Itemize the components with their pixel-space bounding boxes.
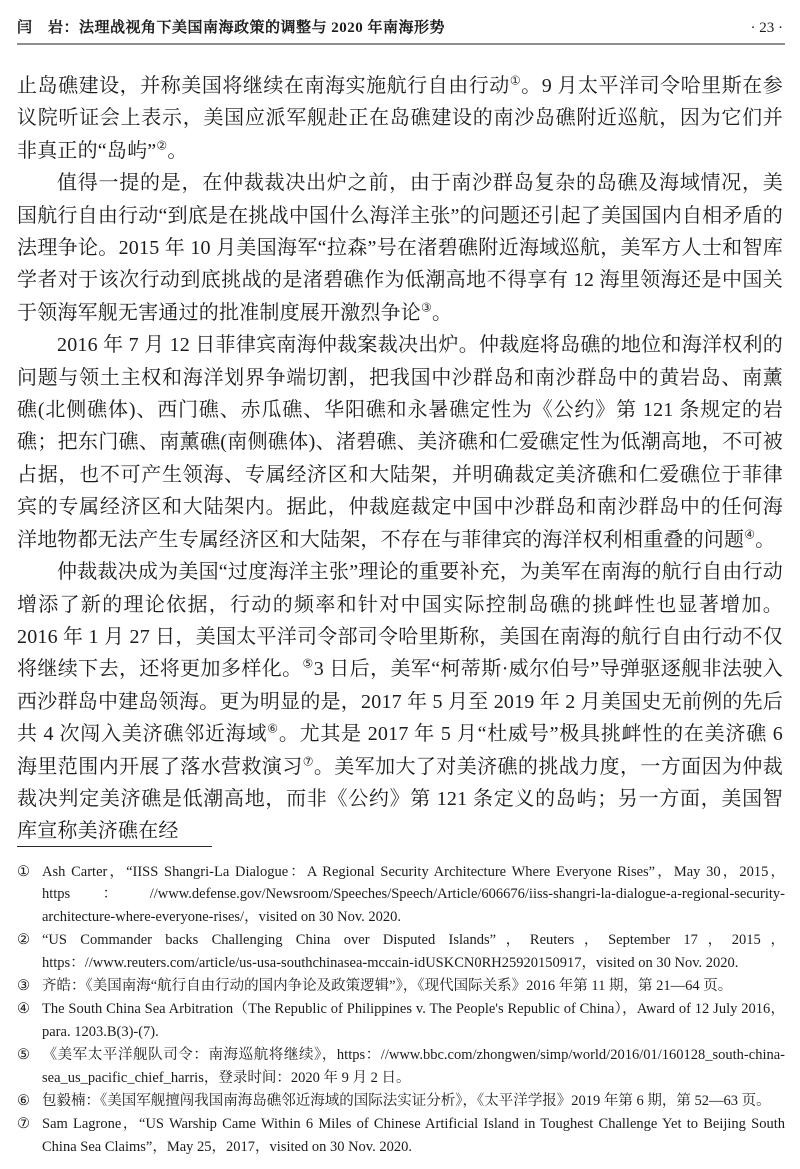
footnote-text: “US Commander backs Challenging China over Disputed Islands”，Reuters，September 17，2015，https：//www.reuters.com/article/us-usa-southchinasea-mccain-idUSKCN0RH25920150917，visited on 30 Nov. 2020. <box>42 932 785 971</box>
footnote-item <box>17 998 785 1043</box>
footnote-marker: ③ <box>17 978 30 995</box>
article-body <box>17 70 783 848</box>
page-number: · 23 · <box>750 20 783 36</box>
footnote-marker: ⑦ <box>17 1116 30 1133</box>
footnote-text: Sam Lagrone，“US Warship Came Within 6 Miles of Chinese Artificial Island in Toughest Challenge Yet to Beijing South China Sea Claims”，May 25，2017，visited on 30 Nov. 2020. <box>42 1116 785 1155</box>
footnote-text: 齐皓：《美国南海“航行自由行动的国内争论及政策逻辑”》，《现代国际关系》2016 年第 11 期，第 21—64 页。 <box>42 978 733 995</box>
footnote-marker: ⑤ <box>17 1047 30 1064</box>
page-header <box>17 16 783 37</box>
footnote-text: The South China Sea Arbitration（The Republic of Philippines v. The People's Republic of China），Award of 12 July 2016，para. 1203.B(3)-(7). <box>42 1001 785 1040</box>
footnote-marker: ① <box>17 864 30 880</box>
footnote-item <box>17 861 785 928</box>
footnote-marker: ⑥ <box>17 1093 30 1110</box>
footnote-item <box>17 929 785 974</box>
footnote-item <box>17 1090 785 1112</box>
header-rule <box>17 43 785 45</box>
paragraph: 值得一提的是，在仲裁裁决出炉之前，由于南沙群岛复杂的岛礁及海域情况，美国航行自由行动“到底是在挑战中国什么海洋主张”的问题还引起了美国国内自相矛盾的法理争论。2015 年 10 月美国海军“拉森”号在渚碧礁附近海域巡航，美军方人士和智库学者对于该次行动到底挑战的是渚碧礁作为低潮高地不得享有 12 海里领海还是中国关于领海军舰无害通过的批准制度展开激烈争论③。 <box>17 172 783 324</box>
footnote-item <box>17 1044 785 1089</box>
footnote-marker: ② <box>17 932 30 949</box>
footnote-item <box>17 975 785 997</box>
paragraph: 仲裁裁决成为美国“过度海洋主张”理论的重要补充，为美军在南海的航行自由行动增添了新的理论依据，行动的频率和针对中国实际控制岛礁的挑衅性也显著增加。2016 年 1 月 27 日，美国太平洋司令部司令哈里斯称，美国在南海的航行自由行动不仅将继续下去，还将更加多样化。⑤3 日后，美军“柯蒂斯·威尔伯号”导弹驱逐舰非法驶入西沙群岛中建岛领海。更为明显的是，2017 年 5 月至 2019 年 2 月美国史无前例的先后共 4 次闯入美济礁邻近海域⑥。尤其是 2017 年 5 月“杜威号”极具挑衅性的在美济礁 6 海里范围内开展了落水营救演习⑦。美军加大了对美济礁的挑战力度，一方面因为仲裁裁决判定美济礁是低潮高地，而非《公约》第 121 条定义的岛屿；另一方面，美国智库宣称美济礁在经 <box>17 561 783 843</box>
paragraph: 2016 年 7 月 12 日菲律宾南海仲裁案裁决出炉。仲裁庭将岛礁的地位和海洋权利的问题与领土主权和海洋划界争端切割，把我国中沙群岛和南沙群岛中的黄岩岛、南薰礁(北侧礁体)、西门礁、赤瓜礁、华阳礁和永暑礁定性为《公约》第 121 条规定的岩礁；把东门礁、南薰礁(南侧礁体)、渚碧礁、美济礁和仁爱礁定性为低潮高地，不可被占据，也不可产生领海、专属经济区和大陆架，并明确裁定美济礁和仁爱礁位于菲律宾的专属经济区和大陆架内。据此，仲裁庭裁定中国中沙群岛和南沙群岛中的任何海洋地物都无法产生专属经济区和大陆架，不存在与菲律宾的海洋权利相重叠的问题④。 <box>17 334 783 551</box>
footnote-text: 《美军太平洋舰队司令：南海巡航将继续》，https：//www.bbc.com/zhongwen/simp/world/2016/01/160128_south-china-sea_us_pacific_chief_harris，登录时间：2020 年 9 月 2 日。 <box>42 1047 785 1086</box>
footnote-text: 包毅楠：《美国军舰擅闯我国南海岛礁邻近海域的国际法实证分析》，《太平洋学报》2019 年第 6 期，第 52—63 页。 <box>42 1093 771 1110</box>
footnote-marker: ④ <box>17 1001 30 1018</box>
paragraph: 止岛礁建设，并称美国将继续在南海实施航行自由行动①。9 月太平洋司令哈里斯在参议院听证会上表示，美国应派军舰赴正在岛礁建设的南沙岛礁附近巡航，因为它们并非真正的“岛屿”②。 <box>17 73 783 162</box>
footnote-divider <box>17 846 212 847</box>
footnote-text: Ash Carter，“IISS Shangri-La Dialogue：A Regional Security Architecture Where Everyone Rises”，May 30，2015，https：//www.defense.gov/Newsroom/Speeches/Speech/Article/606676/iiss-shangri-la-dialogue-a-regional-security-architecture-where-everyone-rises/，visited on 30 Nov. 2020. <box>42 864 785 925</box>
footnotes-section <box>17 846 785 1159</box>
running-title: 闫 岩：法理战视角下美国南海政策的调整与 2020 年南海形势 <box>17 20 446 36</box>
footnote-item <box>17 1113 785 1158</box>
